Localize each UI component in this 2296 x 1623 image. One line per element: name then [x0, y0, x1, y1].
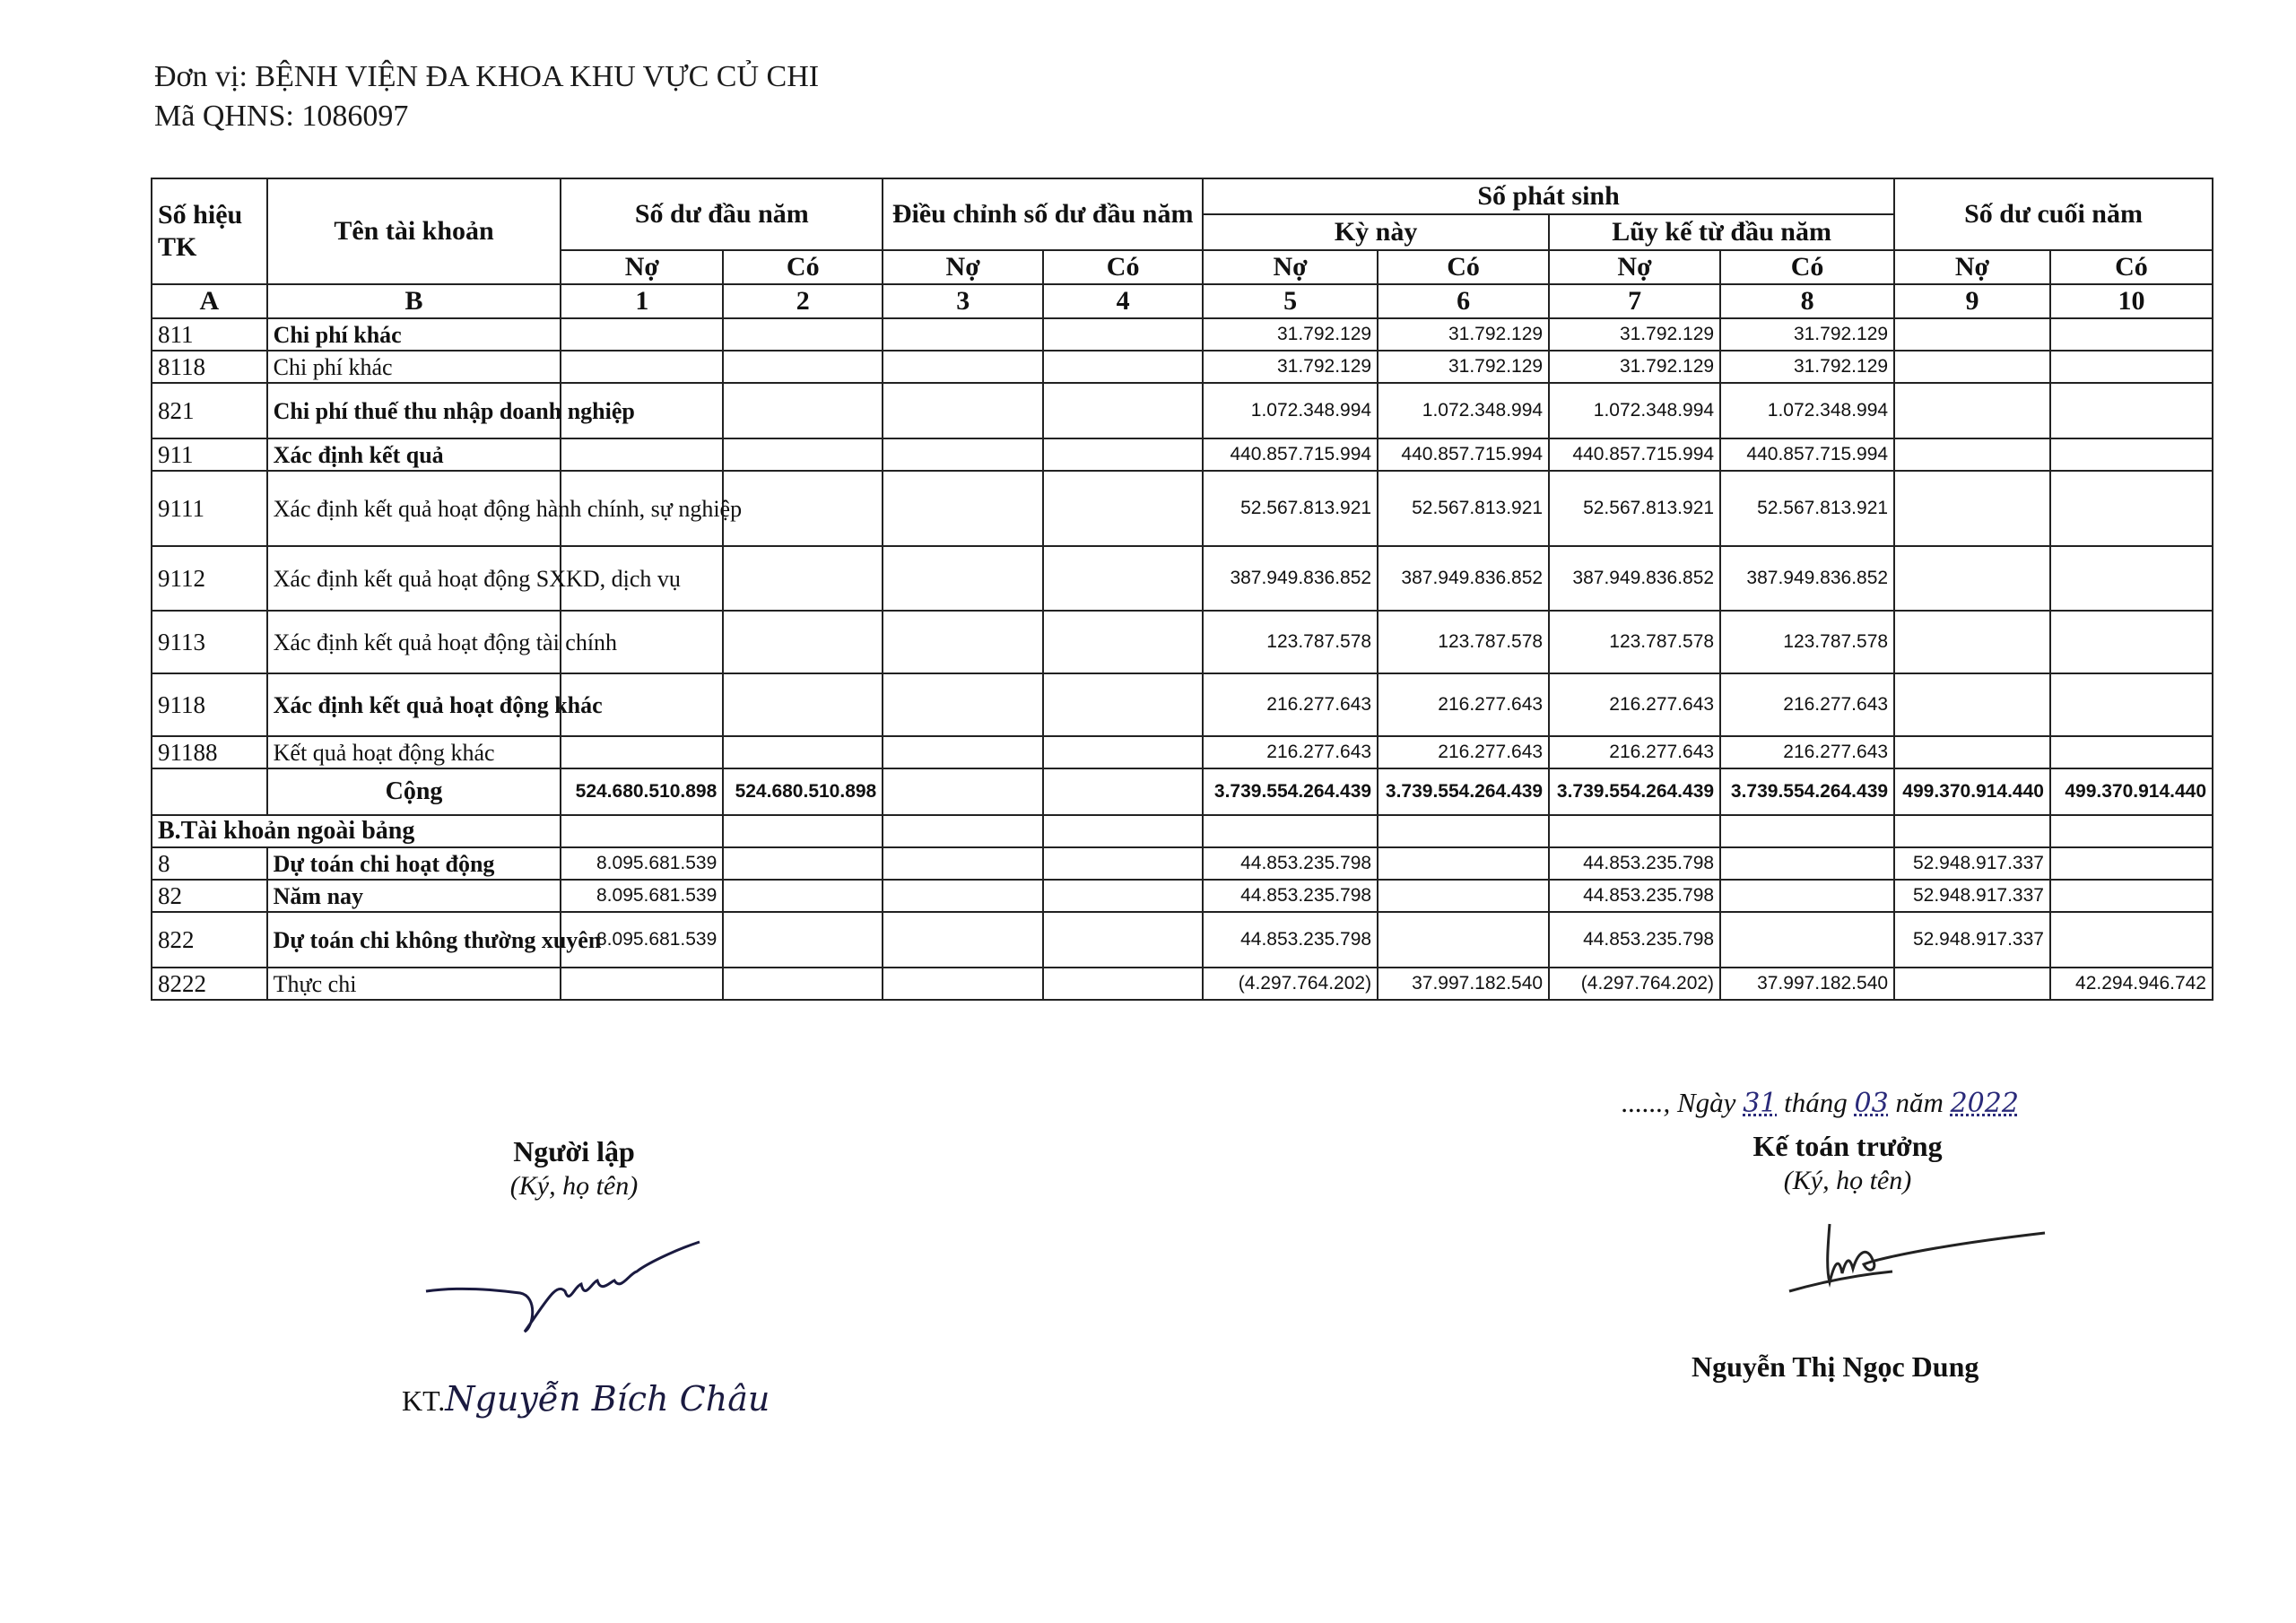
- total-amount-cell: 499.370.914.440: [2050, 768, 2213, 815]
- account-name: Chi phí thuế thu nhập doanh nghiệp: [267, 383, 561, 438]
- amount-cell: [883, 847, 1043, 880]
- amount-cell: [1043, 318, 1203, 351]
- amount-cell: [883, 611, 1043, 673]
- preparer-role: Người lập: [513, 1135, 635, 1167]
- amount-cell: 216.277.643: [1549, 673, 1720, 736]
- col-debit-header: Nợ: [883, 250, 1043, 284]
- amount-cell: 44.853.235.798: [1549, 912, 1720, 968]
- amount-cell: 31.792.129: [1549, 318, 1720, 351]
- amount-cell: [1720, 912, 1894, 968]
- col-index-label: 6: [1378, 284, 1549, 318]
- date-day: 31: [1743, 1088, 1778, 1119]
- amount-cell: [1043, 880, 1203, 912]
- amount-cell: [2050, 383, 2213, 438]
- amount-cell: [1378, 847, 1549, 880]
- date-month-label: tháng: [1784, 1087, 1848, 1118]
- table-row: [152, 318, 2213, 351]
- table-row: [152, 383, 2213, 438]
- table-row: [152, 471, 2213, 546]
- amount-cell: [723, 880, 883, 912]
- amount-cell: [1043, 847, 1203, 880]
- amount-cell: 1.072.348.994: [1378, 383, 1549, 438]
- amount-cell: 216.277.643: [1549, 736, 1720, 768]
- amount-cell: [1894, 383, 2050, 438]
- amount-cell: 216.277.643: [1203, 673, 1378, 736]
- col-credit-header: Có: [1378, 250, 1549, 284]
- account-name: Kết quả hoạt động khác: [267, 736, 561, 768]
- total-amount-cell: [1043, 768, 1203, 815]
- amount-cell: [1894, 736, 2050, 768]
- amount-cell: 52.948.917.337: [1894, 912, 2050, 968]
- date-month: 03: [1854, 1088, 1889, 1119]
- empty-cell: [1043, 815, 1203, 847]
- col-index-label: 8: [1720, 284, 1894, 318]
- amount-cell: [723, 471, 883, 546]
- amount-cell: 8.095.681.539: [561, 912, 723, 968]
- col-debit-header: Nợ: [1549, 250, 1720, 284]
- amount-cell: 37.997.182.540: [1378, 968, 1549, 1000]
- amount-cell: 387.949.836.852: [1720, 546, 1894, 611]
- amount-cell: [2050, 673, 2213, 736]
- amount-cell: [1043, 912, 1203, 968]
- amount-cell: [1043, 546, 1203, 611]
- account-name: Chi phí khác: [267, 318, 561, 351]
- amount-cell: [2050, 546, 2213, 611]
- amount-cell: [1894, 968, 2050, 1000]
- preparer-name-prefix: KT.: [402, 1384, 446, 1417]
- amount-cell: [723, 736, 883, 768]
- account-code: 811: [152, 318, 267, 351]
- account-name: Xác định kết quả: [267, 438, 561, 471]
- amount-cell: 42.294.946.742: [2050, 968, 2213, 1000]
- table-row: [152, 736, 2213, 768]
- col-index-label: 10: [2050, 284, 2213, 318]
- col-credit-header: Có: [2050, 250, 2213, 284]
- amount-cell: [2050, 351, 2213, 383]
- amount-cell: [723, 847, 883, 880]
- account-name: Năm nay: [267, 880, 561, 912]
- amount-cell: [883, 351, 1043, 383]
- amount-cell: 440.857.715.994: [1378, 438, 1549, 471]
- amount-cell: [2050, 471, 2213, 546]
- amount-cell: [2050, 611, 2213, 673]
- total-amount-cell: 524.680.510.898: [561, 768, 723, 815]
- col-index-label: A: [152, 284, 267, 318]
- amount-cell: [883, 471, 1043, 546]
- col-this-period-header: Kỳ này: [1203, 214, 1549, 250]
- total-code-cell: [152, 768, 267, 815]
- col-index-label: 1: [561, 284, 723, 318]
- account-name: Dự toán chi không thường xuyên: [267, 912, 561, 968]
- report-date: [1622, 1087, 2019, 1119]
- col-debit-header: Nợ: [561, 250, 723, 284]
- amount-cell: [723, 438, 883, 471]
- chief-accountant-signature-icon: [1785, 1219, 2054, 1300]
- col-index-label: 2: [723, 284, 883, 318]
- account-name: Thực chi: [267, 968, 561, 1000]
- amount-cell: [883, 546, 1043, 611]
- amount-cell: 216.277.643: [1720, 673, 1894, 736]
- col-closing-balance-header: Số dư cuối năm: [1894, 178, 2213, 250]
- amount-cell: 31.792.129: [1549, 351, 1720, 383]
- amount-cell: 44.853.235.798: [1203, 847, 1378, 880]
- table-row: [152, 546, 2213, 611]
- amount-cell: 44.853.235.798: [1549, 880, 1720, 912]
- chief-accountant-role: Kế toán trưởng: [1752, 1130, 1943, 1162]
- amount-cell: [2050, 318, 2213, 351]
- amount-cell: [1894, 318, 2050, 351]
- account-name: Chi phí khác: [267, 351, 561, 383]
- preparer-name-text: Nguyễn Bích Châu: [445, 1379, 770, 1419]
- table-row: [152, 351, 2213, 383]
- preparer-signature-icon: [422, 1237, 709, 1345]
- amount-cell: [561, 438, 723, 471]
- amount-cell: [1043, 611, 1203, 673]
- trial-balance-table: [151, 178, 2213, 1001]
- amount-cell: [1043, 673, 1203, 736]
- amount-cell: 440.857.715.994: [1549, 438, 1720, 471]
- account-code: 8118: [152, 351, 267, 383]
- amount-cell: [883, 318, 1043, 351]
- amount-cell: [1894, 438, 2050, 471]
- amount-cell: 31.792.129: [1378, 351, 1549, 383]
- amount-cell: 216.277.643: [1203, 736, 1378, 768]
- amount-cell: [1894, 471, 2050, 546]
- table-row: [152, 847, 2213, 880]
- amount-cell: 31.792.129: [1203, 318, 1378, 351]
- amount-cell: [723, 318, 883, 351]
- table-row: [152, 438, 2213, 471]
- amount-cell: [883, 383, 1043, 438]
- account-code: 8222: [152, 968, 267, 1000]
- amount-cell: [1043, 736, 1203, 768]
- amount-cell: 1.072.348.994: [1720, 383, 1894, 438]
- amount-cell: 387.949.836.852: [1203, 546, 1378, 611]
- amount-cell: [1043, 383, 1203, 438]
- amount-cell: [2050, 847, 2213, 880]
- account-code: 8: [152, 847, 267, 880]
- amount-cell: [1894, 351, 2050, 383]
- total-label: Cộng: [267, 768, 561, 815]
- preparer-block: [448, 1133, 700, 1203]
- col-ytd-header: Lũy kế từ đầu năm: [1549, 214, 1894, 250]
- amount-cell: 123.787.578: [1203, 611, 1378, 673]
- amount-cell: 52.948.917.337: [1894, 880, 2050, 912]
- total-amount-cell: 3.739.554.264.439: [1549, 768, 1720, 815]
- amount-cell: [1894, 546, 2050, 611]
- col-index-label: 9: [1894, 284, 2050, 318]
- amount-cell: (4.297.764.202): [1549, 968, 1720, 1000]
- account-name: Dự toán chi hoạt động: [267, 847, 561, 880]
- empty-cell: [1378, 815, 1549, 847]
- amount-cell: [723, 546, 883, 611]
- account-name: Xác định kết quả hoạt động khác: [267, 673, 561, 736]
- total-amount-cell: 3.739.554.264.439: [1378, 768, 1549, 815]
- amount-cell: [883, 968, 1043, 1000]
- empty-cell: [723, 815, 883, 847]
- amount-cell: 440.857.715.994: [1720, 438, 1894, 471]
- amount-cell: [2050, 880, 2213, 912]
- amount-cell: [723, 912, 883, 968]
- amount-cell: [1043, 968, 1203, 1000]
- col-index-label: 5: [1203, 284, 1378, 318]
- amount-cell: [1378, 912, 1549, 968]
- col-credit-header: Có: [1043, 250, 1203, 284]
- preparer-name: [402, 1379, 770, 1419]
- amount-cell: 37.997.182.540: [1720, 968, 1894, 1000]
- account-code: 822: [152, 912, 267, 968]
- amount-cell: [561, 351, 723, 383]
- account-code: 9111: [152, 471, 267, 546]
- amount-cell: 8.095.681.539: [561, 880, 723, 912]
- amount-cell: 123.787.578: [1720, 611, 1894, 673]
- amount-cell: 52.567.813.921: [1203, 471, 1378, 546]
- empty-cell: [2050, 815, 2213, 847]
- amount-cell: [2050, 912, 2213, 968]
- account-code: 9112: [152, 546, 267, 611]
- amount-cell: [1043, 471, 1203, 546]
- account-code: 821: [152, 383, 267, 438]
- amount-cell: 52.948.917.337: [1894, 847, 2050, 880]
- amount-cell: [561, 318, 723, 351]
- empty-cell: [1720, 815, 1894, 847]
- amount-cell: [883, 880, 1043, 912]
- amount-cell: 31.792.129: [1720, 351, 1894, 383]
- total-amount-cell: 3.739.554.264.439: [1203, 768, 1378, 815]
- amount-cell: [1043, 438, 1203, 471]
- amount-cell: 44.853.235.798: [1203, 912, 1378, 968]
- amount-cell: 387.949.836.852: [1549, 546, 1720, 611]
- total-amount-cell: 524.680.510.898: [723, 768, 883, 815]
- col-index-label: 3: [883, 284, 1043, 318]
- amount-cell: [561, 736, 723, 768]
- empty-cell: [1894, 815, 2050, 847]
- chief-accountant-name: Nguyễn Thị Ngọc Dung: [1692, 1350, 1979, 1383]
- amount-cell: 440.857.715.994: [1203, 438, 1378, 471]
- amount-cell: 387.949.836.852: [1378, 546, 1549, 611]
- amount-cell: 44.853.235.798: [1549, 847, 1720, 880]
- amount-cell: 52.567.813.921: [1378, 471, 1549, 546]
- amount-cell: [1378, 880, 1549, 912]
- amount-cell: 8.095.681.539: [561, 847, 723, 880]
- amount-cell: 216.277.643: [1378, 736, 1549, 768]
- date-prefix: ......, Ngày: [1622, 1087, 1736, 1118]
- col-index-label: 4: [1043, 284, 1203, 318]
- account-name: Xác định kết quả hoạt động hành chính, sự nghiệp: [267, 471, 561, 546]
- total-row: [152, 768, 2213, 815]
- date-year: 2022: [1950, 1088, 2019, 1119]
- amount-cell: [883, 673, 1043, 736]
- amount-cell: [723, 968, 883, 1000]
- amount-cell: [883, 438, 1043, 471]
- col-debit-header: Nợ: [1203, 250, 1378, 284]
- amount-cell: 44.853.235.798: [1203, 880, 1378, 912]
- chief-accountant-note: (Ký, họ tên): [1783, 1166, 1912, 1195]
- amount-cell: [723, 351, 883, 383]
- unit-name: Đơn vị: BỆNH VIỆN ĐA KHOA KHU VỰC CỦ CHI: [154, 60, 820, 93]
- amount-cell: 31.792.129: [1720, 318, 1894, 351]
- col-credit-header: Có: [1720, 250, 1894, 284]
- amount-cell: 1.072.348.994: [1203, 383, 1378, 438]
- amount-cell: [723, 611, 883, 673]
- table-row: [152, 673, 2213, 736]
- table-row: [152, 968, 2213, 1000]
- empty-cell: [1203, 815, 1378, 847]
- amount-cell: 123.787.578: [1549, 611, 1720, 673]
- empty-cell: [561, 815, 723, 847]
- empty-cell: [1549, 815, 1720, 847]
- amount-cell: [2050, 736, 2213, 768]
- amount-cell: [1894, 611, 2050, 673]
- amount-cell: (4.297.764.202): [1203, 968, 1378, 1000]
- amount-cell: 123.787.578: [1378, 611, 1549, 673]
- amount-cell: 31.792.129: [1378, 318, 1549, 351]
- amount-cell: [883, 736, 1043, 768]
- col-opening-balance-header: Số dư đầu năm: [561, 178, 883, 250]
- col-account-code-header: Số hiệu TK: [152, 178, 267, 284]
- amount-cell: 31.792.129: [1203, 351, 1378, 383]
- amount-cell: [2050, 438, 2213, 471]
- amount-cell: 216.277.643: [1378, 673, 1549, 736]
- total-amount-cell: 3.739.554.264.439: [1720, 768, 1894, 815]
- amount-cell: [1894, 673, 2050, 736]
- amount-cell: 1.072.348.994: [1549, 383, 1720, 438]
- date-year-label: năm: [1895, 1087, 1944, 1118]
- col-index-label: 7: [1549, 284, 1720, 318]
- table-row: [152, 912, 2213, 968]
- col-adjustment-header: Điều chỉnh số dư đầu năm: [883, 178, 1203, 250]
- col-index-label: B: [267, 284, 561, 318]
- col-credit-header: Có: [723, 250, 883, 284]
- account-code: 82: [152, 880, 267, 912]
- account-name: Xác định kết quả hoạt động SXKD, dịch vụ: [267, 546, 561, 611]
- amount-cell: [723, 673, 883, 736]
- col-debit-header: Nợ: [1894, 250, 2050, 284]
- account-name: Xác định kết quả hoạt động tài chính: [267, 611, 561, 673]
- account-code: 911: [152, 438, 267, 471]
- account-code: 9113: [152, 611, 267, 673]
- section-b-title: B.Tài khoản ngoài bảng: [152, 815, 561, 847]
- empty-cell: [883, 815, 1043, 847]
- budget-code: Mã QHNS: 1086097: [154, 100, 409, 133]
- amount-cell: [1720, 880, 1894, 912]
- section-b-row: [152, 815, 2213, 847]
- amount-cell: [561, 968, 723, 1000]
- chief-accountant-block: [1704, 1128, 1991, 1198]
- amount-cell: [883, 912, 1043, 968]
- account-code: 91188: [152, 736, 267, 768]
- col-transactions-header: Số phát sinh: [1203, 178, 1894, 214]
- amount-cell: [1720, 847, 1894, 880]
- amount-cell: 52.567.813.921: [1720, 471, 1894, 546]
- col-account-name-header: Tên tài khoản: [267, 178, 561, 284]
- preparer-note: (Ký, họ tên): [509, 1171, 639, 1201]
- amount-cell: 216.277.643: [1720, 736, 1894, 768]
- total-amount-cell: [883, 768, 1043, 815]
- table-row: [152, 880, 2213, 912]
- total-amount-cell: 499.370.914.440: [1894, 768, 2050, 815]
- table-row: [152, 611, 2213, 673]
- amount-cell: [1043, 351, 1203, 383]
- amount-cell: [723, 383, 883, 438]
- account-code: 9118: [152, 673, 267, 736]
- amount-cell: 52.567.813.921: [1549, 471, 1720, 546]
